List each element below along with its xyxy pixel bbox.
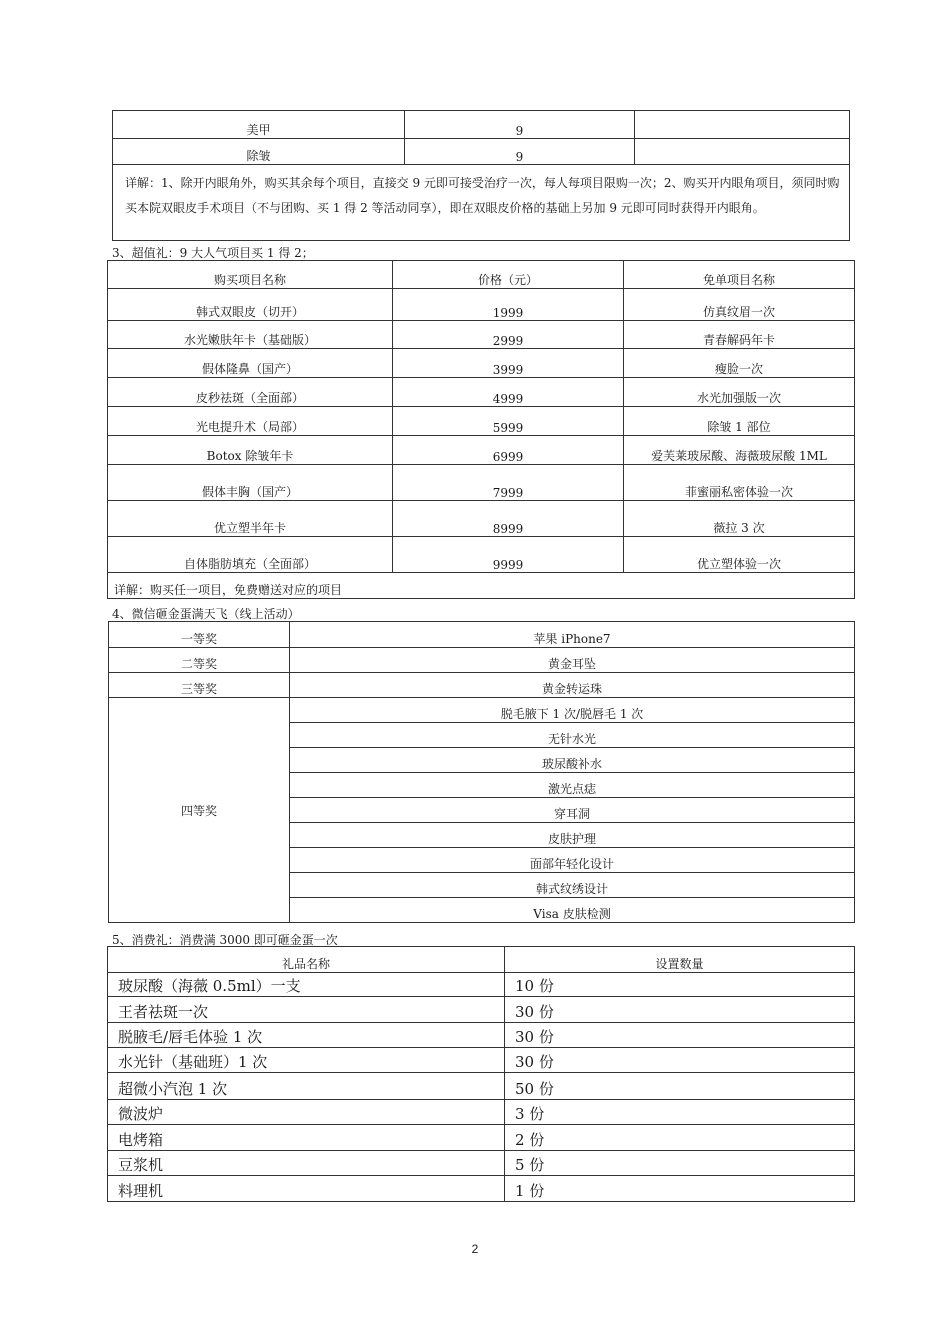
prize-item: 苹果 iPhone7 [290,622,855,648]
prize-item: 激光点痣 [290,773,855,798]
header-free: 免单项目名称 [624,261,855,289]
item-name: 水光嫩肤年卡（基础版） [108,321,393,349]
gift-qty: 30 份 [505,997,855,1023]
prize-item: 无针水光 [290,723,855,748]
item-name: 假体隆鼻（国产） [108,349,393,378]
gift-name: 豆浆机 [108,1151,505,1176]
item-price: 6999 [393,436,624,465]
table-header-row [108,261,855,289]
item-extra [635,111,850,139]
item-price: 5999 [393,407,624,436]
item-extra [635,139,850,165]
item-price: 9999 [393,537,624,573]
table-row [108,1125,855,1151]
item-price: 9 [405,139,635,165]
table-row [108,289,855,321]
gift-qty: 30 份 [505,1048,855,1073]
header-price: 价格（元） [393,261,624,289]
table-row [109,622,855,648]
table-row [109,648,855,673]
item-free: 菲蜜丽私密体验一次 [624,465,855,501]
section3-heading: 3、超值礼：9 大人气项目买 1 得 2； [112,246,314,260]
table-row [108,1151,855,1176]
prize-item: Visa 皮肤检测 [290,898,855,923]
table-row [108,997,855,1023]
gift-name: 玻尿酸（海薇 0.5ml）一支 [108,973,505,997]
table-header-row [108,947,855,973]
gift-name: 水光针（基础班）1 次 [108,1048,505,1073]
table-row [108,321,855,349]
item-free: 仿真纹眉一次 [624,289,855,321]
section3-note: 详解：购买任一项目，免费赠送对应的项目 [108,573,855,599]
gift-name: 电烤箱 [108,1125,505,1151]
gift-name: 王者祛斑一次 [108,997,505,1023]
prize-item: 皮肤护理 [290,823,855,848]
gift-qty: 50 份 [505,1073,855,1100]
item-name: 韩式双眼皮（切开） [108,289,393,321]
table-section4 [108,621,855,923]
table-row [108,349,855,378]
header-name: 购买项目名称 [108,261,393,289]
prize-item: 黄金转运珠 [290,673,855,698]
item-free: 青春解码年卡 [624,321,855,349]
table-row [109,673,855,698]
prize-item: 韩式纹绣设计 [290,873,855,898]
item-free: 爱芙莱玻尿酸、海薇玻尿酸 1ML [624,436,855,465]
item-price: 3999 [393,349,624,378]
table-row [108,465,855,501]
item-name: 优立塑半年卡 [108,501,393,537]
table-row [108,973,855,997]
item-name: 光电提升术（局部） [108,407,393,436]
item-price: 4999 [393,378,624,407]
page-number: 2 [471,1242,479,1256]
prize-item: 脱毛腋下 1 次/脱唇毛 1 次 [290,698,855,723]
section5-heading: 5、消费礼：消费满 3000 即可砸金蛋一次 [112,933,338,947]
prize-item: 黄金耳坠 [290,648,855,673]
header-gift-name: 礼品名称 [108,947,505,973]
item-name: 假体丰胸（国产） [108,465,393,501]
item-name: 皮秒祛斑（全面部） [108,378,393,407]
table-row [108,1073,855,1100]
table-row [108,1176,855,1202]
prize-level: 三等奖 [109,673,290,698]
item-free: 水光加强版一次 [624,378,855,407]
table-row [108,501,855,537]
item-free: 除皱 1 部位 [624,407,855,436]
item-price: 7999 [393,465,624,501]
gift-qty: 10 份 [505,973,855,997]
item-name: 自体脂肪填充（全面部） [108,537,393,573]
gift-name: 脱腋毛/唇毛体验 1 次 [108,1023,505,1048]
gift-name: 超微小汽泡 1 次 [108,1073,505,1100]
item-free: 薇拉 3 次 [624,501,855,537]
gift-qty: 3 份 [505,1100,855,1125]
table-row [108,1100,855,1125]
prize-level: 二等奖 [109,648,290,673]
table-row [109,698,855,723]
table-row [113,139,850,165]
gift-qty: 1 份 [505,1176,855,1202]
item-price: 2999 [393,321,624,349]
table-top-note: 详解：1、除开内眼角外，购买其余每个项目，直接交 9 元即可接受治疗一次，每人每项目限购一次；2、购买开内眼角项目，须同时购买本院双眼皮手术项目（不与团购、买 1 得 2 等活动同享），即在双眼皮价格的基础上另加 9 元即可同时获得开内眼角。 [113,165,850,241]
gift-name: 料理机 [108,1176,505,1202]
table-section5 [107,946,855,1202]
table-row [108,436,855,465]
gift-qty: 2 份 [505,1125,855,1151]
gift-qty: 30 份 [505,1023,855,1048]
section4-heading: 4、微信砸金蛋满天飞（线上活动） [112,607,300,621]
table-row [108,407,855,436]
table-row [108,378,855,407]
table-row [108,537,855,573]
table-row [113,111,850,139]
item-price: 1999 [393,289,624,321]
gift-qty: 5 份 [505,1151,855,1176]
prize-item: 面部年轻化设计 [290,848,855,873]
prize-item: 玻尿酸补水 [290,748,855,773]
table-row [108,1023,855,1048]
item-name: 美甲 [113,111,405,139]
prize-item: 穿耳洞 [290,798,855,823]
table-section3 [107,260,855,599]
table-top [112,110,850,241]
prize-level: 四等奖 [109,698,290,923]
item-name: 除皱 [113,139,405,165]
gift-name: 微波炉 [108,1100,505,1125]
item-price: 8999 [393,501,624,537]
item-free: 优立塑体验一次 [624,537,855,573]
header-quantity: 设置数量 [505,947,855,973]
item-name: Botox 除皱年卡 [108,436,393,465]
table-row [108,1048,855,1073]
item-free: 瘦脸一次 [624,349,855,378]
item-price: 9 [405,111,635,139]
prize-level: 一等奖 [109,622,290,648]
